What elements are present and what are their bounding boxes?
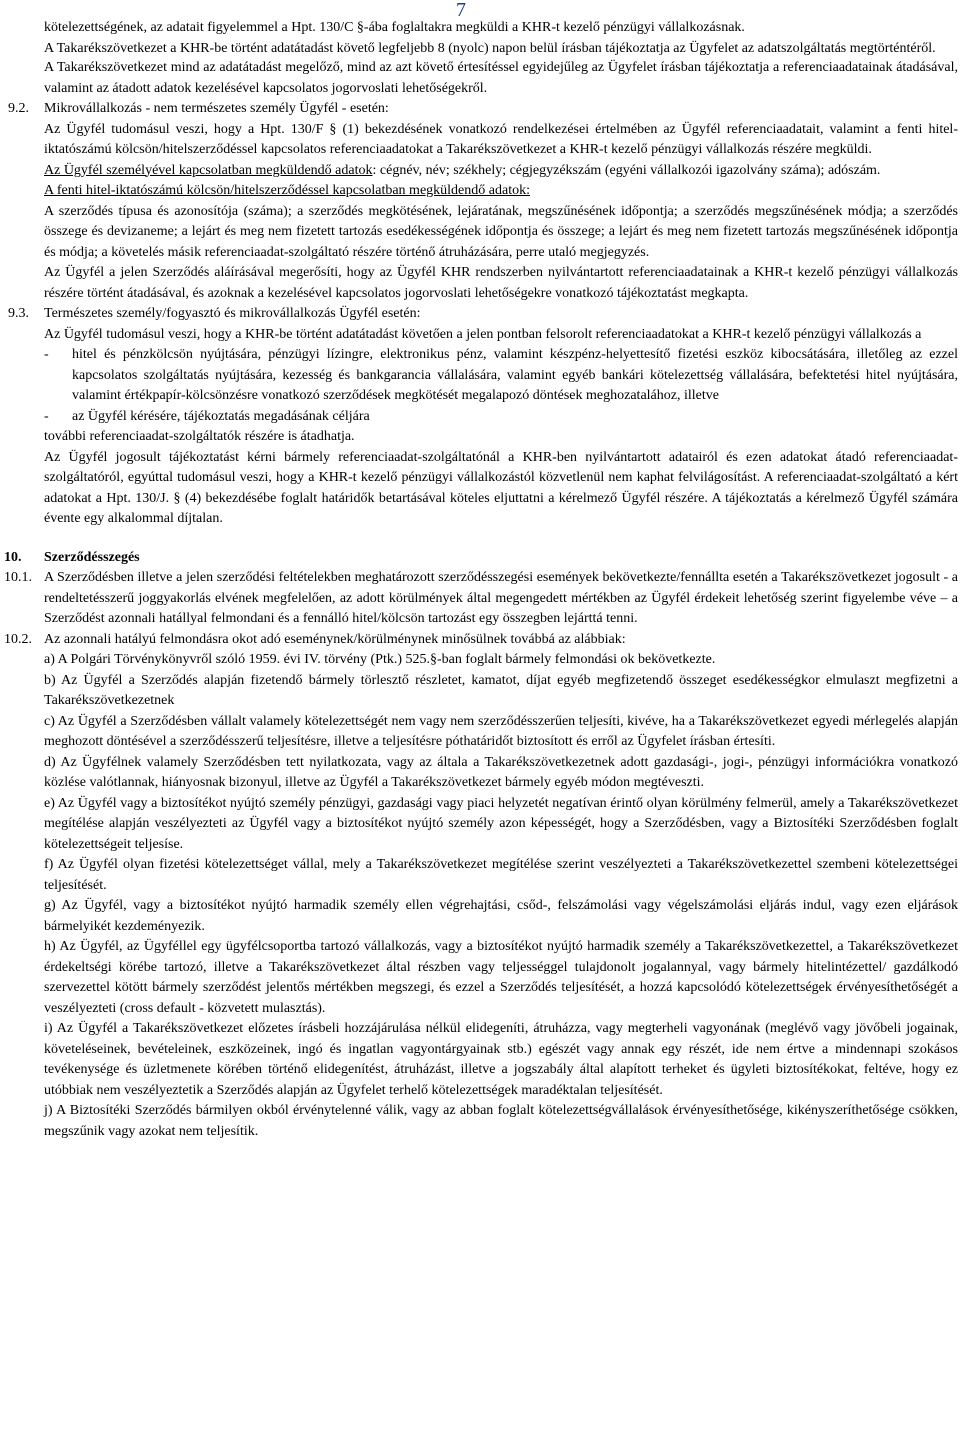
clause-10-1 — [4, 568, 958, 630]
page-number: 7 — [456, 0, 466, 21]
clause-10-2 — [4, 630, 958, 651]
paragraph: Az azonnali hatályú felmondásra okot adó eseménynek/körülménynek minősülnek továbbá az alábbiak: — [44, 631, 626, 647]
paragraph: kötelezettségének, az adatait figyelemmel a Hpt. 130/C §-ába foglaltakra megküldi a KHR-t kezelő pénzügyi vállalkozásnak. — [44, 20, 745, 35]
paragraph: Az Ügyfél tudomásul veszi, hogy a KHR-be történt adatátadást követően a jelen pontban felsorolt referenciaadatokat a KHR-t kezelő pénzügyi vállalkozás a — [44, 326, 922, 342]
list-item: b) Az Ügyfél a Szerződés alapján fizetendő bármely törlesztő részletet, kamatot, díjat egyéb megfizetendő összeget esedékességkor elmulaszt megfizetni a Takarékszövetkezetnek — [44, 672, 958, 708]
section-9-2-heading — [8, 99, 958, 120]
list-item: a) A Polgári Törvénykönyvről szóló 1959. évi IV. törvény (Ptk.) 525.§-ban foglalt bármely felmondási ok bekövetkezte. — [44, 652, 716, 667]
list-item: j) A Biztosítéki Szerződés bármilyen okból érvénytelenné válik, vagy az abban foglalt kötelezettségvállalások érvényesíthetősége, kikényszeríthetősége csökken, megszűnik vagy azokat nem teljesítik. — [44, 1103, 958, 1139]
clause-number: 10.2. — [4, 631, 32, 647]
section-title: Szerződésszegés — [44, 549, 140, 565]
paragraph — [44, 161, 958, 182]
paragraph: Az Ügyfél tudomásul veszi, hogy a Hpt. 130/F § (1) bekezdésének vonatkozó rendelkezései értelmében az Ügyfél referenciaadatait, valamint a fenti hitel-iktatószámú kölcsön/hitelszerződéssel kapcsolatos referenciaadatokat a Takarékszövetkezet a KHR-t kezelő pénzügyi vállalkozás részére megküldi. — [44, 121, 958, 157]
paragraph: Az Ügyfél a jelen Szerződés aláírásával megerősíti, hogy az Ügyfél KHR rendszerben nyilvántartott referenciaadatainak a KHR-t kezelő pénzügyi vállalkozás részére történt átadásával, és azoknak a kezelésével kapcsolatos jogorvoslati lehetőségekre vonatkozó tájékoztatást megkapta. — [44, 265, 958, 301]
list-item: e) Az Ügyfél vagy a biztosítékot nyújtó személy pénzügyi, gazdasági vagy piaci helyzetét negatívan érintő olyan körülmény felmerül, amely a Takarékszövetkezet megítélése alapján veszélyezteti az Ügyfél vagy a biztosítékot nyújtó személy azon képességét, hogy a Szerződésben, vagy a Biztosítéki Szerződésben foglalt kötelezettségeit teljesíse. — [44, 795, 958, 852]
section-number: 10. — [4, 549, 22, 565]
list-item: g) Az Ügyfél, vagy a biztosítékot nyújtó harmadik személy ellen végrehajtási, csőd-, felszámolási vagy végelszámolási eljárás indul, vagy ezen eljárások bármelyikét kezdeményezik. — [44, 898, 958, 934]
section-number: 9.3. — [8, 306, 29, 321]
underlined-heading: Az Ügyfél személyével kapcsolatban megküldendő adatok — [44, 162, 373, 178]
dash-marker: - — [44, 408, 49, 424]
dash-marker: - — [44, 347, 49, 362]
list-item: h) Az Ügyfél, az Ügyféllel egy ügyfélcsoportba tartozó vállalkozás, vagy a biztosítékot nyújtó harmadik személy a Takarékszövetkezettel, a Takarékszövetkezet érdekeltségi körébe tartozó, illetve a Takarékszövetkezet által részben vagy teljességgel tulajdonolt jogalannyal, vagy bármely hitelintézettel/ gazdálkodó szervezettel kötött bármely szerződést jelentős mértékben megszegi, és ezzel a Szerződés teljesítését, a hozzá kapcsolódó kötelezettségek érvényesíthetőségét a veszélyezteti (cross default - közvetett mulasztás). — [44, 939, 958, 1016]
list-item: d) Az Ügyfélnek valamely Szerződésben tett nyilatkozata, vagy az általa a Takarékszövetkezetnek adott gazdasági-, jogi-, pénzügyi információkra vonatkozó közlése valótlannak, hiányosnak bizonyul, illetve az Ügyfél a Takarékszövetkezet bármely egyéb módon megtéveszti. — [44, 754, 958, 790]
paragraph: A Szerződésben illetve a jelen szerződési feltételekben meghatározott szerződésszegési események bekövetkezte/fennállta esetén a Takarékszövetkezet jogosult - a rendeltetésszerű joggyakorlás elvének megfelelően, az adott körülmények által megengedett mértékben az Ügyfél érdekeit lehetőség szerint figyelembe véve – a Szerződést azonnali hatállyal felmondani és a fennálló hitel/kölcsön tartozást egy összegben lejárttá tenni. — [44, 570, 958, 626]
list-item: i) Az Ügyfél a Takarékszövetkezet előzetes írásbeli hozzájárulása nélkül elidegeníti, átruházza, vagy megterheli vagyonának (meglévő vagy jövőbeli jogainak, követeléseinek, bevételeinek, eszközeinek, ingó és ingatlan vagyontárgyainak stb.) egészét vagy annak egy részét, ide nem értve a mindennapi szokásos tevékenysége és üzletmenete körében történő elidegenítést, átruházást, illetve a jogszabály által alapított terheket és ügyleti biztosítékokat, feltéve, hogy ez utóbbiak nem veszélyeztetik a Szerződés alapján az Ügyfelet terhelő kötelezettségek maradéktalan teljesítését. — [44, 1021, 958, 1098]
clause-number: 10.1. — [4, 570, 32, 585]
underlined-heading — [44, 181, 958, 202]
section-number: 9.2. — [8, 101, 29, 116]
paragraph: Az Ügyfél jogosult tájékoztatást kérni bármely referenciaadat-szolgáltatónál a KHR-ben nyilvántartott adatairól és ezen adatokat átadó referenciaadat-szolgáltatóról, egyúttal tudomásul veszi, hogy a KHR-t kezelő pénzügyi vállalkozástól közvetlenül nem kaphat felvilágosítást. A referenciaadat-szolgáltató a kért adatokat a Hpt. 130/J. § (4) bekezdésébe foglalt határidők betartásával köteles eljuttatni a kérelmező Ügyfél részére. A tájékoztatás a kérelmező Ügyfél számára évente egy alkalommal díjtalan. — [44, 449, 958, 526]
list-item — [44, 407, 958, 428]
paragraph: további referenciaadat-szolgáltatók részére is átadhatja. — [44, 429, 355, 444]
list-item — [44, 345, 958, 407]
paragraph: A szerződés típusa és azonosítója (száma); a szerződés megkötésének, lejáratának, megszűnésének időpontja; a szerződés megszűnésének módja; a szerződés összege és devizaneme; a lejárt és meg nem fizetett tartozás esedékességének időpontja és összege; a lejárt és meg nem fizetett tartozás megszűnésének időpontja és módja; a követelés másik referenciaadat-szolgáltató részére történő átruházására, perre utaló megjegyzés. — [44, 203, 958, 260]
paragraph-text: : cégnév, név; székhely; cégjegyzékszám (egyéni vállalkozói igazolvány száma); adószám. — [372, 162, 881, 178]
list-item: c) Az Ügyfél a Szerződésben vállalt valamely kötelezettségét nem vagy nem szerződésszerűen teljesíti, kivéve, ha a Takarékszövetkezet egyedi mérlegelés alapján meghozott döntésével a szerződésszerű teljesítésre, illetve a teljesítésre póthatáridőt biztosított és erről az Ügyfelet írásban értesíti. — [44, 713, 958, 749]
underlined-text: A fenti hitel-iktatószámú kölcsön/hitelszerződéssel kapcsolatban megküldendő adatok: — [44, 183, 530, 198]
section-10-heading — [4, 548, 958, 569]
list-item-text: az Ügyfél kérésére, tájékoztatás megadásának céljára — [72, 408, 370, 424]
list-item: f) Az Ügyfél olyan fizetési kötelezettséget vállal, mely a Takarékszövetkezet megítélése szerint veszélyezteti a Takarékszövetkezettel szembeni kötelezettségei teljesítését. — [44, 857, 958, 893]
list-item-text: hitel és pénzkölcsön nyújtására, pénzügyi lízingre, elektronikus pénz, valamint készpénz-helyettesítő fizetési eszköz kibocsátására, illetőleg az ezzel kapcsolatos szolgáltatás nyújtására, kezesség és bankgarancia vállalására, valamint egyéb bankári kötelezettség vállalására, befektetési hitel nyújtására, valamint értékpapír-kölcsönzésre vonatkozó szerződések megkötését megalapozó döntések meghozatalához, illetve — [72, 347, 958, 403]
section-title: Mikrovállalkozás - nem természetes személy Ügyfél - esetén: — [44, 101, 389, 116]
document-page — [4, 18, 958, 1142]
paragraph: A Takarékszövetkezet a KHR-be történt adatátadást követő legfeljebb 8 (nyolc) napon belül írásban tájékoztatja az Ügyfelet az adatszolgáltatás megtörténtéről. — [44, 40, 936, 56]
paragraph: A Takarékszövetkezet mind az adatátadást megelőző, mind az azt követő értesítéssel egyidejűleg az Ügyfelet írásban tájékoztatja a referenciaadatainak átadásával, valamint az átadott adatok kezelésével kapcsolatos jogorvoslati lehetőségekről. — [44, 60, 958, 96]
section-9-3-heading — [8, 304, 958, 325]
section-title: Természetes személy/fogyasztó és mikrovállalkozás Ügyfél esetén: — [44, 306, 421, 321]
